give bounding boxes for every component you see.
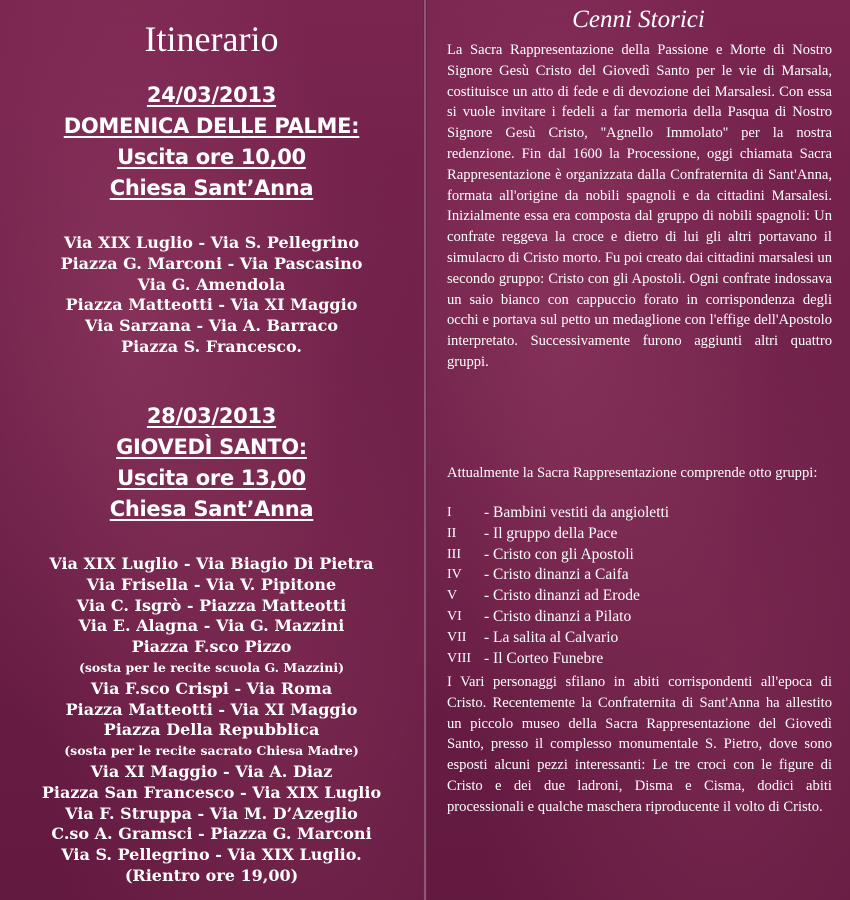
route-list-palm-sunday — [0, 233, 423, 358]
list-item — [447, 649, 832, 670]
group-name: - Il Corteo Funebre — [484, 649, 604, 667]
group-number: I — [447, 505, 452, 520]
history-title: Cenni Storici — [572, 6, 705, 33]
group-name: - Cristo dinanzi ad Erode — [484, 587, 640, 605]
route-line: Piazza San Francesco - Via XIX Luglio — [41, 782, 382, 802]
route-line: Via E. Alagna - Via G. Mazzini — [78, 616, 345, 636]
event-date: 28/03/2013 — [146, 404, 277, 428]
group-number: VIII — [447, 650, 472, 666]
group-name: - Cristo dinanzi a Caifa — [484, 566, 629, 584]
route-line: Via G. Amendola — [137, 274, 286, 294]
route-line: Piazza Della Repubblica — [103, 720, 320, 740]
event-date: 24/03/2013 — [146, 83, 277, 107]
group-name: - La salita al Calvario — [484, 628, 619, 646]
event-departure: Uscita ore 10,00 — [117, 145, 306, 169]
list-item — [447, 524, 832, 545]
itinerary-title: Itinerario — [144, 19, 279, 59]
groups-list — [447, 503, 832, 669]
group-name: - Cristo con gli Apostoli — [484, 545, 634, 563]
route-line: Via F.sco Crispi - Via Roma — [90, 678, 333, 698]
list-item — [447, 565, 832, 586]
return-time: (Rientro ore 19,00) — [124, 865, 299, 885]
list-item — [447, 545, 832, 566]
history-panel — [427, 0, 850, 900]
route-line: Piazza F.sco Pizzo — [131, 637, 292, 657]
group-name: - Bambini vestiti da angioletti — [484, 504, 670, 521]
group-number: II — [447, 525, 457, 541]
route-line: Via XI Maggio - Via A. Diaz — [90, 761, 333, 781]
route-line: Via Frisella - Via V. Pipitone — [86, 574, 337, 594]
group-number: III — [447, 546, 461, 562]
event-church: Chiesa Sant’Anna — [109, 176, 314, 200]
list-item — [447, 628, 832, 649]
route-line: Via XIX Luglio - Via S. Pellegrino — [63, 233, 360, 252]
group-name: - Il gruppo della Pace — [484, 524, 618, 542]
route-line: Via S. Pellegrino - Via XIX Luglio. — [61, 845, 362, 865]
event-name: DOMENICA DELLE PALME: — [63, 114, 360, 138]
route-note: (sosta per le recite scuola G. Mazzini) — [78, 659, 345, 675]
itinerary-panel — [0, 0, 423, 900]
route-line: Piazza G. Marconi - Via Pascasino — [60, 253, 363, 273]
route-line: C.so A. Gramsci - Piazza G. Marconi — [51, 824, 372, 844]
route-list-holy-thursday — [0, 554, 423, 887]
route-line: Piazza Matteotti - Via XI Maggio — [65, 699, 358, 719]
route-line: Piazza S. Francesco. — [121, 336, 302, 356]
group-number: VI — [447, 608, 462, 624]
route-note: (sosta per le recite sacrato Chiesa Madre) — [64, 743, 359, 759]
list-item — [447, 607, 832, 628]
event-header-holy-thursday — [0, 401, 423, 525]
groups-intro: Attualmente la Sacra Rappresentazione comprende otto gruppi: — [447, 465, 818, 481]
group-number: V — [447, 588, 458, 604]
route-line: Via Sarzana - Via A. Barraco — [85, 316, 338, 336]
event-departure: Uscita ore 13,00 — [117, 466, 306, 490]
history-paragraph: La Sacra Rappresentazione della Passione e Morte di Nostro Signore Gesù Cristo del Giovedì Santo per le vie di Marsala, costituisce un atto di fede e di devozione dei Marsalesi. Con essa si vuole invitare i fedeli a far memoria della Pasqua di Nostro Signore Gesù Cristo, ''Agnello Immolato'' per la nostra redenzione. Fin dal 1600 la Processione, oggi chiamata Sacra Rappresentazione è organizzata dalla Confraternita di Sant'Anna, formata all'origine da nobili spagnoli e da cittadini Marsalesi. Inizialmente essa era composta dal gruppo di nobili spagnoli: Un confrate reggeva la croce e dietro di lui gli altri portavano il simulacro di Cristo morto. Fu poi creato dai cittadini marsalesi un secondo gruppo: Cristo con gli Apostoli. Ogni confrate indossava un saio bianco con cappuccio forato in corrispondenza degli occhi e portava sul petto un medaglione con l'effige dell'Apostolo interpretato. Successivamente furono aggiunti altri quattro gruppi. — [447, 42, 832, 370]
event-header-palm-sunday — [0, 80, 423, 204]
list-item — [447, 503, 832, 524]
route-line: Via XIX Luglio - Via Biagio Di Pietra — [49, 554, 374, 573]
route-line: Via C. Isgrò - Piazza Matteotti — [76, 595, 347, 615]
route-line: Via F. Struppa - Via M. D’Azeglio — [65, 803, 358, 823]
closing-paragraph: I Vari personaggi sfilano in abiti corrispondenti all'epoca di Cristo. Recentemente la Confraternita di Sant'Anna ha allestito un piccolo museo della Sacra Rappresentazione del Giovedì Santo, presso il complesso monumentale S. Pietro, dove sono esposti alcuni pezzi interessanti: Le tre croci con le figure di Cristo e dei due ladroni, Disma e Cisma, dodici abiti processionali e qualche maschera riproducente il volto di Cristo. — [447, 674, 832, 815]
group-number: IV — [447, 567, 462, 583]
list-item — [447, 586, 832, 607]
event-name: GIOVEDÌ SANTO: — [116, 435, 307, 459]
group-number: VII — [447, 629, 467, 645]
group-name: - Cristo dinanzi a Pilato — [484, 607, 632, 625]
route-line: Piazza Matteotti - Via XI Maggio — [65, 295, 358, 315]
event-church: Chiesa Sant’Anna — [109, 497, 314, 521]
